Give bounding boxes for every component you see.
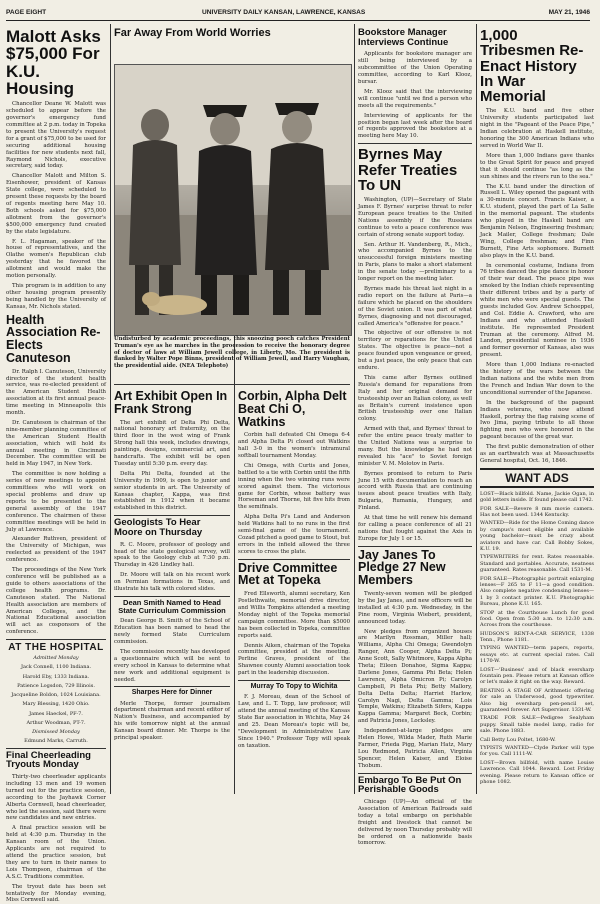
want-ad: TYPISTS WANTED—Clyde Parker will type for you. Call 1111-W. (480, 744, 594, 758)
byrnes-paragraph: Sen. Arthur H. Vandenberg, R., Mich., who accompanied Byrnes to the unsuccessful foreign ministers meeting in Paris, plans to make a short statement in the senate today —preliminary to a longer report on the meeting later. (358, 241, 472, 283)
drive-paragraph: Dennis Aiken, chairman of the Topeka committee, presided at the meeting. Perline Graves, president of the Shawnee county Alumni association took part in the leadership discussion. (238, 642, 350, 677)
byrnes-paragraph: Byrnes promised to return to Paris June 15 with documentation to reach an accord with Russia that are continuing issues about peace treaties with Italy, Bulgaria, Rumania, Hungary, and Finland. (358, 470, 472, 512)
tribesmen-paragraph: The K.U. band and five other University students participated last night in the "Pageant of the Peace Pipe," Indian celebration at Haskell institute, honoring the 300 American Indians who served in World War II. (480, 108, 594, 150)
photo-title: Far Away From World Worries (114, 27, 271, 39)
hospital-headline: AT THE HOSPITAL (6, 639, 106, 653)
malott-paragraph: Chancellor Deane W. Malott was scheduled to appear before the governor's emergency fund committee at 2 p.m. today in Topeka to present the University's request for a grant of $75,000 to be used for securing additional housing facilities for new students next fall, Raymond Nichols, executive secretary, said today. (6, 101, 106, 170)
malott-paragraph: Chancellor Malott and Milton S. Eisenhower, president of Kansas State college, were scheduled to present these requests by the board of regents meeting here May 10. Both schools asked for $75,000 allotment from the governor's $500,000 emergency fund created by the state legislature. (6, 173, 106, 235)
section-rule (114, 384, 350, 385)
want-ad: HUDSON'S RENT-A-CAR SERVICE, 1338 Tenn., Phone 1181. (480, 630, 594, 644)
want-ad: TRADE FOR SALE—Pedigree Sealyham puppy. Small table model lamp, radio for sale. Phone 1883. (480, 715, 594, 735)
byrnes-headline: Byrnes May Refer Treaties To UN (358, 143, 472, 193)
cheer-headline: Final Cheerleading Tryouts Monday (6, 748, 106, 770)
hospital-line: Patience Logsdon, 729 Illinois. (17, 682, 95, 689)
photo-header (114, 26, 350, 62)
want-ad: FOR SALE—Revere 8 mm movie camera. Has not been used. 1344 Kentucky. (480, 505, 594, 519)
byrnes-paragraph: Byrnes made his threat last night in a radio report on the failure at Paris—a failure which he placed on the shoulders of the Soviet union. It was part of what Byrnes, diagnosing and not discouraged, called America's "offensive for peace." (358, 286, 472, 327)
health-paragraph: Dr. Ralph I. Canuteson, University director of the student health service, was re-elected president of the American Student Health association at its first annual peace-time meeting in Minneapolis this month. (6, 368, 106, 417)
jayjanes-paragraph: New pledges from organized houses are Marilyn Rossman, Miller hall; Williams, Alpha Chi Omega; Gwendolyn Ranger, Ann Cooper, Alpha Delta Pi; Anne Scott, Sally Whitmore, Kappa Alpha Theta; Eileen Donahoe, Sigma Kappa; Darlene Jones, Gamma Phi Beta; Helen Lawrence, Alpha Omicron Pi; Carolyn Campbell, Pi Beta Phi; Betty Mallory, Delta Delta Delta; Harriet Harlow, Carolyn Nagi, Delta Gamma; Lois Temple, Watkins; Elizabeth Sifers, Kappa Kappa Gamma; Margaret Beck, Corbin; and Patricia Jones, Locksley. (358, 628, 472, 725)
corbin-paragraph: Chi Omega, with Curtis and Jones, battled to a tie with Corbin until the fifth inning when the two winning runs were scored against them. The victorious game for Corbin, whose battery was Horseman and Thorne, hit five hits from the semifinals. (238, 462, 350, 511)
drive-headline: Drive Committee Met at Topeka (238, 559, 350, 588)
hospital-line: Jack Connell, 1100 Indiana. (20, 664, 92, 671)
jayjanes-paragraph: Independent-at-large pledges are Helen Howe, Wilda Mader, Ruth Marie Farmer, Frieda Pigg, Marian Hatz, Mary Lou Redmond, Patricia Allen, Virginia Spencer, Helen Kaiser, and Eloise Thobum. (358, 728, 472, 769)
hospital-line: Admitted Monday (33, 655, 79, 662)
byrnes-paragraph: At that time he will renew his demand for calling a peace conference of all 21 nations that fought against the Axis in Europe for July 1 or 15. (358, 515, 472, 542)
photo-caption: Undisturbed by academic proceedings, this snoozing pooch catches President Truman's eye as he marches in the procession to receive the honorary degree of doctor of laws at William Jewell college, in Liberty, Mo. The president is flanked by Walter Pope Binns, president of William Jewell, and Harry Vaughan, the presidential aide. (NEA Telephoto) (114, 336, 350, 370)
want-ad: LOST—'Business' and of black eversharp fountain pen. Please return at Kansan office or let's make it right on the way. Reward. (480, 666, 594, 686)
byrnes-paragraph: Washington, (UP)—Secretary of State James F. Byrnes' surprise threat to refer European peace treaties to the United Nations assembly if the Russians continue to veto a peace conference was certain of strong senate support today. (358, 197, 472, 238)
byrnes-paragraph: Armed with that, and Byrnes' threat to refer the entire peace treaty matter to the United Nations was a surprise to many. But the knowledge he had not revealed his "ace" to Soviet foreign minister V. M. Molotov in Paris. (358, 426, 472, 467)
bookstore-paragraph: Mr. Klooz said that the interviewing will continue "until we find a person who meets all the requirements." (358, 88, 472, 109)
art-paragraph: The art exhibit of Delta Phi Delta, national honorary art fraternity, on the third floor in the west wing of Frank Strong hall this week, includes drawings, paintings, designs, commercial art, and handcrafts. The exhibit will be open Tuesday until 5:30 p.m. every day. (114, 419, 230, 467)
bookstore-paragraph: Applicants for bookstore manager are still being interviewed by a subcommittee of the Union Operating committee, according to Karl Klooz, bursar. (358, 51, 472, 85)
jayjanes-paragraph: Twenty-seven women will be pledged by the Jay Janes, and new officers will be installed at 4:30 p.m. Wednesday, in the Pine room, Virginia Wiebert, president, announced today. (358, 590, 472, 625)
column-3 (114, 388, 230, 794)
embargo-headline: Embargo To Be Put On Perishable Goods (358, 773, 472, 795)
column-5 (358, 26, 472, 847)
want-ad: STOP at the Courthouse Lunch for good food. Open from 5:30 a.m. to 12:30 a.m. Across from the courthouse. (480, 609, 594, 629)
want-ad: FOR SALE—Photographic portrait enlarging lenses—F 265 to F 11—a good condition. Also complete negative condensing lenses—1 by 3 contact printer. K.U. Photographic Bureau, phone K.U. 165. (480, 575, 594, 608)
bookstore-headline: Bookstore Manager Interviews Continue (358, 27, 449, 48)
hospital-line: James Haeckel, PF-7. (29, 710, 83, 717)
malott-headline: Malott Asks $75,000 For K.U. Housing (6, 27, 101, 98)
news-photo (114, 64, 352, 336)
wantads-headline: WANT ADS (480, 468, 594, 488)
bookstore-paragraph: Interviewing of applicants for the position began last week after the board of regents approved the bookstore at a meeting here May 10. (358, 112, 472, 140)
tribesmen-paragraph: In ceremonial costume, Indians from 76 tribes danced the pipe dance in honor of their war dead. The peace pipe was smoked by the Indian chiefs representing their different tribes and by a party of white men who were special guests. The guests included Gov. Andrew Schoeppel, and Col. Eddie A. Crawford, who are Indians and who attended Haskell institute. He represented President Truman at the ceremony. Alfred M. Landon, presidential nominee in 1936 and former governor of Kansas, also was present. (480, 262, 594, 359)
hospital-line: Mary Blessing, 1420 Ohio. (22, 701, 90, 708)
murray-paragraph: F. J. Moreau, dean of the School of Law, and L. T. Topp, law professor, will attend the annual meeting of the Kansas State Bar association in Wichita, May 24 and 25. Dean Moreau's topic will be, "Development in Administrative Law Since 1940." Professor Topy will speak on taxation. (238, 694, 350, 749)
want-ad: TYPEWRITERS for rent. Rates reasonable. Standard and portables. Accurate, neatness guaranteed. Rates reasonable. Call 1531-M. (480, 554, 594, 574)
tribesmen-paragraph: More than 1,000 Indians gave thanks to the Great Spirit for peace and prayed that it should continue "as long as the sun shines and the rivers run to the sea." (480, 152, 594, 180)
art-paragraph: Delta Phi Delta, founded at the University in 1909, is open to junior and senior students in art. The University of Kansas chapter, Kappa, was first established in 1912 when it became established in this district. (114, 470, 230, 512)
cheer-paragraph: Thirty-two cheerleader applicants including 13 men and 19 women turned out for the practice session, according to the Jayhawk Corner Alberta Cornwell, head cheerleader, who led the session, said there were new candidates and new entries. (6, 774, 106, 822)
cheer-paragraph: A final practice session will be held at 4:30 p.m. Thursday in the Kansan room of the Union. Applicants are not required to attend the practice session, but they are to turn in their names to Lois Thompson, chairman of the A.S.C. Traditions committee. (6, 825, 106, 880)
sharpes-paragraph: Merle Thorpe, former journalism department chairman and recent editor of Nation's Business, and accompanied by his wife tomorrow night at the annual Kansan board dinner. Mr. Thorpe is the principal speaker. (114, 700, 230, 742)
column-rule (476, 24, 477, 794)
corbin-paragraph: Corbin hall defeated Chi Omega 6-4 and Alpha Delta Pi closed out Watkins hall 3-0 in the women's intramural softball tournament Monday. (238, 432, 350, 459)
sharpes-headline: Sharpes Here for Dinner (114, 686, 230, 696)
cheer-paragraph: The tryout date has been set tentatively for Monday evening, Miss Cornwell said. (6, 883, 106, 904)
health-headline: Health Association Re-Elects Canuteson (6, 312, 101, 365)
embargo-paragraph: Chicago (UP)—An official of the Association of American Railroads said today a total embargo on perishable freight and livestock that cannot be delivered by noon Thursday probably will be ordered on a nationwide basis tomorrow. (358, 799, 472, 847)
want-ad: LOST—Brown billfold, with name Louise Lawrence. Call 1044. Reward. Lost Friday evening. Please return to Kansan office or phone 1082. (480, 759, 594, 785)
column-rule (234, 336, 235, 794)
tribesmen-paragraph: The K.U. band under the direction of Russell L. Wiley opened the pageant with a 30-minute concert. Francis Kaiser, a K.U. student, played the part of La Salle in the memorial pageant. The students who played in the Haskell band are Benjamin Nelson, Engineering freshman; Jack Mailer, College freshman; Dale Wing, College freshman; and Finn Burnett, Fine Arts sophomore. Burnett also plays in the K.U. band. (480, 183, 594, 259)
geologists-headline: Geologists To Hear Moore on Thursday (114, 515, 230, 537)
tribesmen-paragraph: The first public demonstration of other as an earthwatch was at Massachusetts General hospital, Oct. 16, 1846. (480, 444, 594, 464)
photo-caption-box (114, 336, 350, 384)
murray-headline: Murray To Topy to Wichita (238, 680, 350, 690)
photo-illustration (115, 65, 351, 335)
corbin-headline: Corbin, Alpha Delt Beat Chi O, Watkins (238, 389, 347, 429)
byrnes-paragraph: This came after Byrnes outlined Russia's demand for reparations from Italy and her original demand for trusteeship over an Italian colony, as well as Britain's current insistence upon British trusteeship over one Italian colony. (358, 374, 472, 423)
hospital-line: Edmund Marks, Carruth. (24, 738, 88, 745)
art-headline: Art Exhibit Open In Frank Strong (114, 389, 228, 416)
geologists-paragraph: Dr. Moore will talk on his recent work on Permian formations in Texas, and illustrate his talk with colored slides. (114, 572, 230, 593)
column-6 (480, 26, 594, 794)
malott-paragraph: F. L. Hagaman, speaker of the house of representatives, and the Olathe women's Republican club yesterday that he favored the allotment and would make the motion personally. (6, 238, 106, 280)
tribesmen-headline: 1,000 Tribesmen Re-Enact History In War Memorial (480, 27, 584, 106)
hospital-line: Dismissed Monday (32, 729, 80, 736)
tribesmen-paragraph: More than 1,000 Indians re-enacted the history of the wars between the Indian nations and the white men from the French and Indian War down to the unconditional surrender of the Japanese. (480, 362, 594, 396)
corbin-paragraph: Alpha Delta Pi's Land and Anderson held Watkins hall to no runs in the first semi-final game of the tournament. Cozad pitched a good game to Stout, but errors in the infield allowed the three scores to cross the plate. (238, 514, 350, 555)
paper-name: UNIVERSITY DAILY KANSAN, LAWRENCE, KANSAS (202, 9, 366, 16)
byrnes-paragraph: The objective of our offensive is not territory or reparations for the United States. The objective is peace—not a peace founded upon vengeance or greed, but a just peace, the only peace that can endure. (358, 330, 472, 371)
health-paragraph: The proceedings of the New York conference will be published as a guide to others associations of the college health programs. Dr. Canuteson stated. The National Health association are members of American Colleges, and the National Educational association will act as cosponsors of the conference. (6, 567, 106, 636)
column-rule (354, 24, 355, 794)
hospital-line: Jacqueline Boldon, 1024 Louisiana. (11, 692, 101, 699)
geologists-paragraph: R. C. Moore, professor of geology and head of the state geological survey, will speak to the Geology club at 7:30 p.m. Thursday in 426 Lindley hall. (114, 541, 230, 569)
tribesmen-paragraph: In the background of the pageant Indians veterans, who now attend Haskell, portray the flag raising scene of Iwo Jima, paying tribute to all those fighting men who were honored in the pageant because of the great war. (480, 399, 594, 441)
health-paragraph: The committee is now holding a series of new meetings to appoint committees who will work on special problems and draw up reports to be presented to the general assembly of the 1947 conference. The chairmen of these committee meetings will be held in July at Lawrence. (6, 471, 106, 533)
column-1 (6, 26, 106, 904)
want-ad: BEATING A STAGE OF Arithmetic offering for sale an Underwood, good typewriter. Also big eversharp pen-pencil set, guaranteed forever. Art Supervisor. 1331-W. (480, 687, 594, 713)
health-paragraph: Alexander Ruthven, president of the University of Michigan, was reelected as president of the 1947 conference. (6, 536, 106, 564)
wantads-list (480, 491, 594, 785)
want-ad: LOST—Black billfold. Name, Jackie Ogan, in gold letters inside. If found please call 1742. (480, 490, 594, 504)
want-ad: Call Betty Lou Poltet, 1680-W. (480, 736, 556, 743)
issue-date: MAY 21, 1946 (548, 9, 590, 16)
hospital-line: Arthur Woodman, PT-7. (26, 719, 86, 726)
dean-headline: Dean Smith Named to Head State Curriculum Commission (114, 596, 230, 614)
drive-paragraph: Fred Ellsworth, alumni secretary, Ken Postlethwaite, memorial drive director, and Willis Tompkins attended a meeting Monday night of the Topeka memorial campaign committee. More than $5000 has been collected in Topeka, committee reports said. (238, 591, 350, 639)
want-ad: WANTED—Ride for the Home Coming dance by campus's most eligible and available young bachelor—must be crazy about aviators and have car. Call Bobby Sokes, K.U. 19. (480, 520, 594, 553)
masthead (6, 6, 590, 21)
malott-paragraph: This program is in addition to any other housing program presently being handled by the University of Kansas, Mr. Nichols stated. (6, 282, 106, 310)
dean-paragraph: The commission recently has developed a questionnaire which will be sent to every school in Kansas to determine what new work and additional equipment is needed. (114, 648, 230, 683)
page-number: PAGE EIGHT (6, 9, 47, 16)
column-rule (110, 24, 111, 794)
jayjanes-headline: Jay Janes To Pledge 27 New Members (358, 546, 472, 587)
want-ad: TYPING WANTED—term papers, reports, essays etc. at current special rates. Call 1170-W. (480, 645, 594, 665)
column-4 (238, 388, 350, 794)
health-paragraph: Dr. Canuteson is chairman of the nine-member planning committee of the American Student Health association, which will hold its annual meeting in Cincinnati December. The committee will be held in May 1947, in New York. (6, 419, 106, 468)
dean-paragraph: Dean George B. Smith of the School of Education has been named to head the newly formed State Curriculum commission. (114, 618, 230, 645)
hospital-line: Harold Eby, 1333 Indiana. (22, 673, 90, 680)
